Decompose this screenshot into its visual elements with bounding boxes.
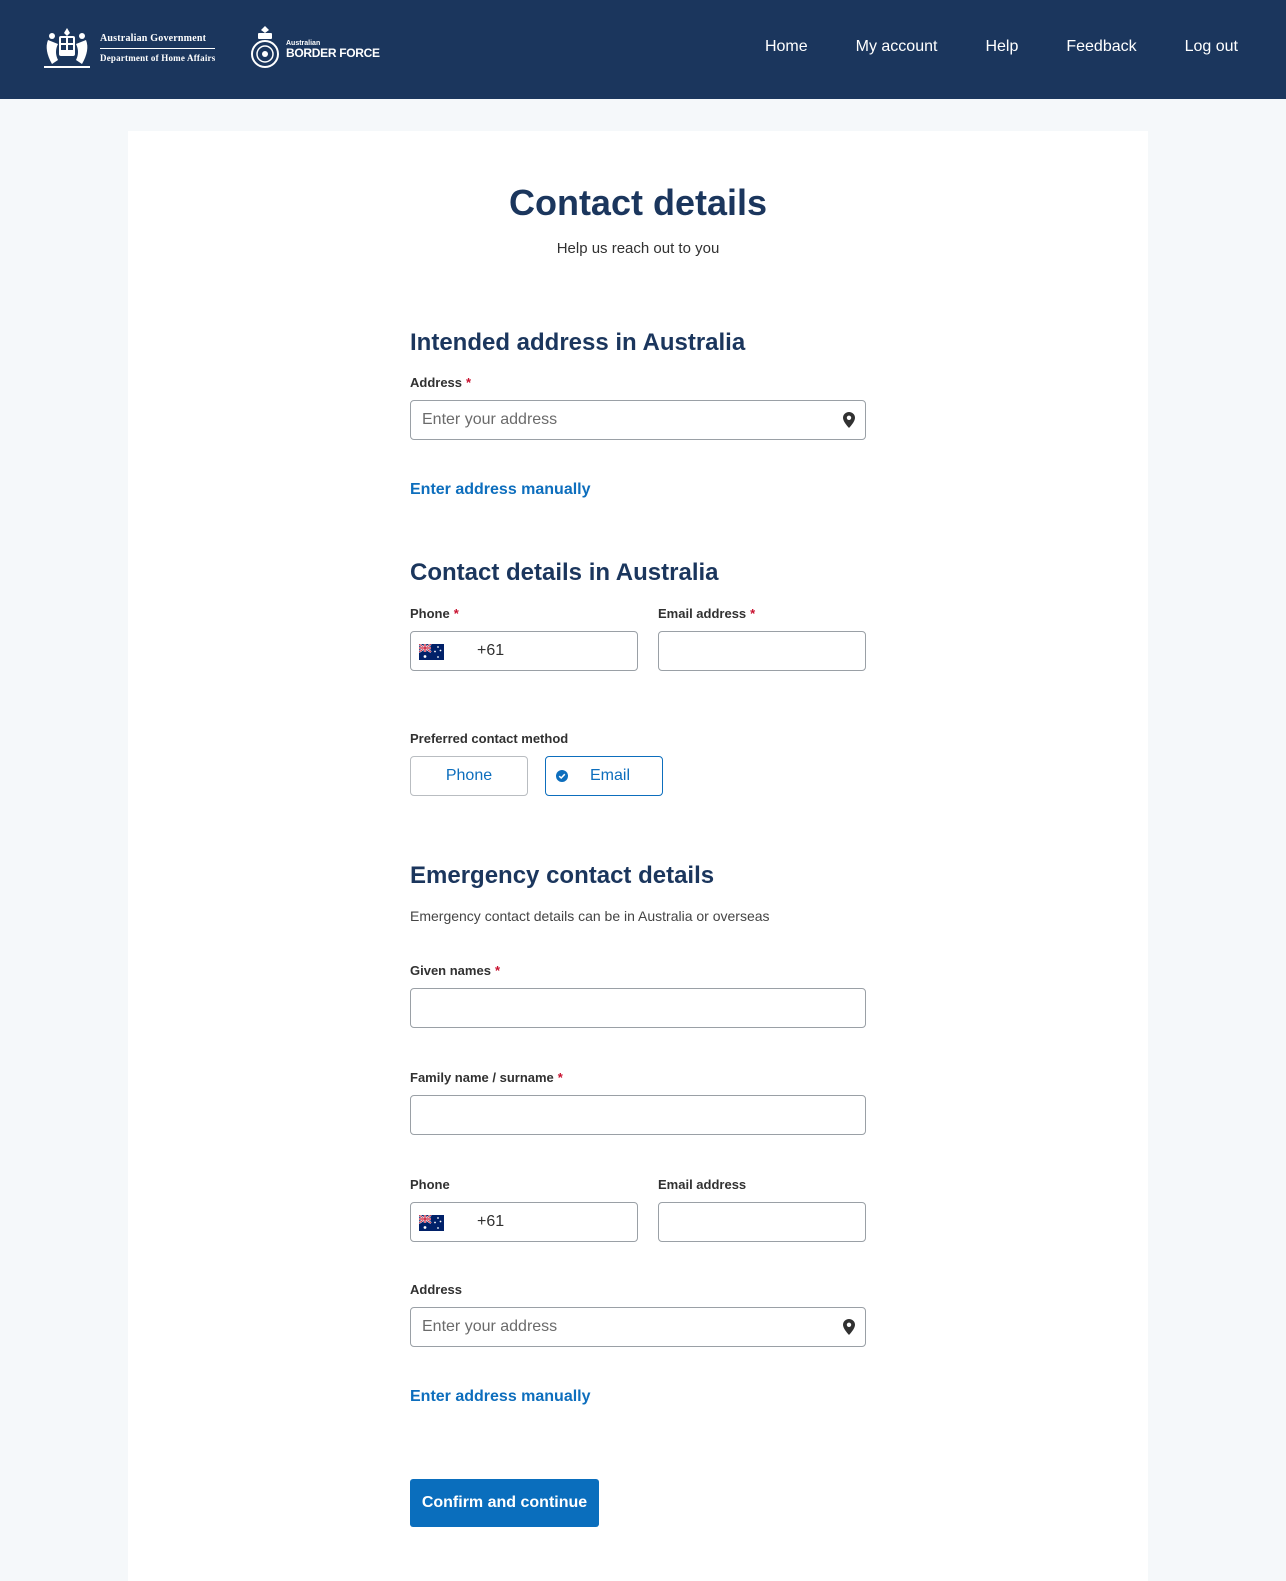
emergency-phone-country-code: +61: [477, 1213, 505, 1230]
phone-label-text: Phone: [410, 606, 450, 621]
family-name-input[interactable]: [410, 1095, 866, 1135]
nav-feedback[interactable]: Feedback: [1066, 38, 1137, 55]
given-names-label-text: Given names: [410, 963, 491, 978]
nav-log-out[interactable]: Log out: [1184, 38, 1238, 55]
intended-address-heading: Intended address in Australia: [410, 329, 746, 356]
australia-flag-icon[interactable]: [419, 1215, 444, 1231]
emergency-enter-address-manually-link[interactable]: Enter address manually: [410, 1388, 591, 1405]
preferred-email-label: Email: [589, 767, 630, 784]
email-label: [658, 606, 755, 621]
page-title: Contact details: [508, 182, 768, 223]
nav-my-account[interactable]: My account: [855, 38, 938, 55]
emergency-heading: Emergency contact details: [410, 862, 715, 889]
address-label-text: Address: [410, 375, 463, 390]
enter-address-manually-link[interactable]: Enter address manually: [410, 481, 591, 498]
border-force-logo[interactable]: [250, 24, 380, 74]
contact-details-form: [128, 131, 1148, 1581]
required-mark: *: [453, 606, 459, 621]
emergency-email-label: Email address: [658, 1177, 747, 1192]
phone-country-code: +61: [477, 642, 505, 659]
preferred-contact-label: Preferred contact method: [410, 731, 569, 746]
emergency-description: Emergency contact details can be in Australia or overseas: [410, 908, 770, 924]
australia-flag-icon[interactable]: [419, 644, 444, 660]
email-input[interactable]: [658, 631, 866, 671]
address-label: [410, 375, 471, 390]
given-names-input[interactable]: [410, 988, 866, 1028]
phone-label: [410, 606, 459, 621]
emergency-address-input[interactable]: [410, 1307, 866, 1347]
location-pin-icon: [843, 412, 855, 428]
required-mark: *: [494, 963, 500, 978]
confirm-and-continue-button[interactable]: Confirm and continue: [410, 1479, 599, 1527]
government-logo[interactable]: [40, 26, 215, 70]
abf-country: Australian: [286, 39, 321, 47]
government-logo-text: [100, 33, 215, 63]
email-label-text: Email address: [658, 606, 747, 621]
preferred-phone-option[interactable]: Phone: [410, 756, 528, 796]
address-field: [410, 400, 866, 440]
emergency-email-input[interactable]: [658, 1202, 866, 1242]
required-mark: *: [466, 375, 472, 390]
main-nav: [765, 38, 1238, 56]
emergency-address-label: Address: [410, 1282, 463, 1297]
emergency-address-field: [410, 1307, 866, 1347]
check-circle-icon: [556, 770, 568, 782]
nav-help[interactable]: Help: [985, 38, 1019, 55]
coat-of-arms-icon: [40, 26, 94, 70]
page-subtitle: Help us reach out to you: [556, 240, 720, 257]
emergency-phone-label: Phone: [410, 1177, 450, 1192]
given-names-label: [410, 963, 500, 978]
contact-au-heading: Contact details in Australia: [410, 559, 719, 586]
preferred-email-option[interactable]: [545, 756, 663, 796]
border-force-badge-icon: [250, 24, 280, 74]
nav-home[interactable]: Home: [764, 38, 808, 55]
required-mark: *: [557, 1070, 563, 1085]
gov-name: Australian Government: [100, 33, 215, 49]
department-name: Department of Home Affairs: [100, 53, 216, 63]
location-pin-icon: [843, 1319, 855, 1335]
family-name-label: [410, 1070, 563, 1085]
phone-input[interactable]: [410, 631, 638, 671]
family-name-label-text: Family name / surname: [410, 1070, 554, 1085]
border-force-text: [286, 40, 380, 59]
emergency-phone-input[interactable]: [410, 1202, 638, 1242]
abf-name: BORDER FORCE: [286, 45, 380, 60]
address-input[interactable]: [410, 400, 866, 440]
required-mark: *: [750, 606, 756, 621]
site-header: [0, 0, 1286, 99]
